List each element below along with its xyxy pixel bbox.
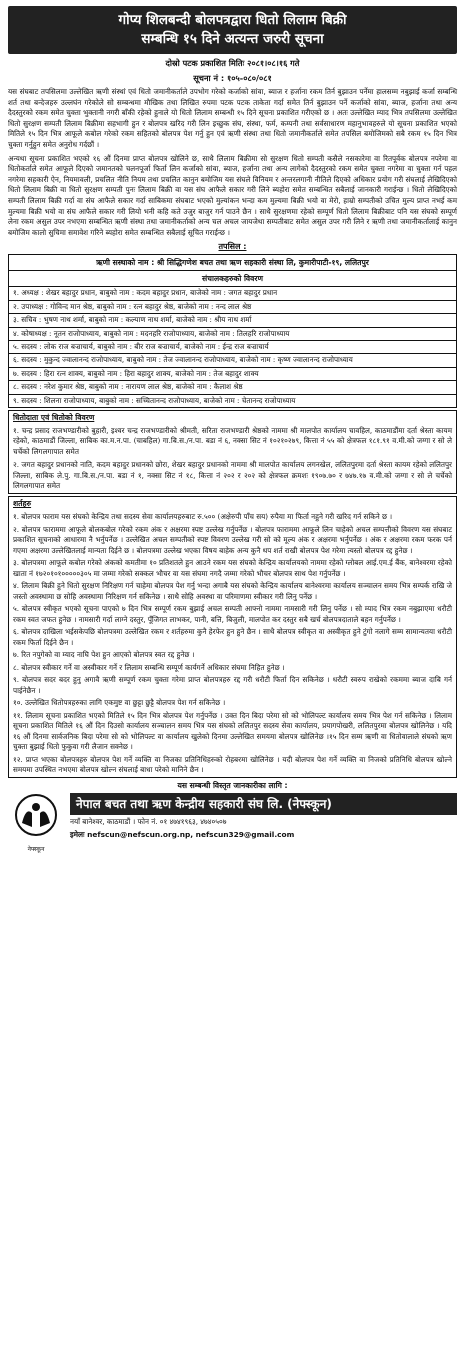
condition-item: ४. लिलाम बिक्री हुने धितो सुरक्षण निरिक्षण गर्न चाहेमा बोलपत्र पेश गर्नु भन्दा अगाबै यस संघको केन्द्रिय कार्यालय बानेश्वरमा कार्यालय सञ्चालन समय भित्र सम्पर्क राखि जे जस्तो अवस्थामा छ सोहि अवस्थामा निरिक्षण गर्न सकिनेछ । साथै सोहि अवस्था वा परिमाणमा स्वीकार गरी लिनु पर्नेछ । (13, 581, 452, 601)
nefscun-logo (8, 793, 64, 853)
condition-item: १. बोलपत्र फाराम यस संघको केन्द्रिय तथा सदस्य सेवा कार्यालयहरुबाट रु.५०० (अक्षेरुपी पाँच सय) रुपैया मा फिर्ता नहुने गरी खरिद गर्न सकिने छ । (13, 512, 393, 522)
logo-label: नेफ्स्कून (27, 845, 45, 853)
footer (8, 793, 457, 853)
collateral-item: २. जगत बहादुर प्रधानको नाति, कदम बहादुर प्रधानको छोरा, शेखर बहादुर प्रधानको नाममा श्री मालपोत कार्यालय लगनखेल, ललितपुरमा दर्ता श्रेस्ता कायम रहेको ललितपुर जिल्ला, साबिक ले.पु. गा.बि.स./न.पा. बडा नं १, नक्सा सिट नं १८, कित्ता नं २०२ र २०२ को क्षेत्रफल क्रमशः १९०७.७० र ७४७.१७ व.मी.को जग्गा र सो ले चर्चेको लिगलगापात समेत (13, 460, 452, 490)
condition-item: १२. प्राप्त भएका बोलपत्रहरु बोलपत्र पेश गर्ने व्यक्ति वा निजका प्रतिनिधिहरुको रोहबरमा खोलिनेछ । यदी बोलपत्र पेश गर्ने व्यक्ति वा निजको प्रतिनिधि बोलपत्र खोल्ने समयमा उपस्थित नभएमा बोलपत्र खोल्न संघलाई बाधा परेको मानिने छैन । (13, 754, 452, 775)
collateral-box (8, 410, 457, 494)
director-row: ६. सदस्य : मुकुन्द ज्वालानन्द राजोपाध्याय, बाबुको नाम : तेज ज्वालानन्द राजोपाध्याय, बाजेको नाम : कृष्ण ज्वालानन्द राजोपाध्याय (9, 354, 456, 367)
email-link[interactable]: nefscun@nefscun.org.np, nefscun329@gmail.com (87, 829, 295, 839)
director-row: ७. सदस्य : हिरा रत्न शाक्य, बाबुको नाम : हिरा बहादुर शाक्य, बाजेको नाम : तेज बहादुर शाक्य (9, 368, 456, 381)
conditions-box (8, 496, 457, 778)
director-row: ४. कोषाध्यक्ष : नूतन राजोपाध्याय, बाबुको नाम : मदनहरि राजोपाध्याय, बाजेको नाम : तिलहरि राजोपाध्याय (9, 328, 456, 341)
condition-item: ५. बोलपत्र स्वीकृत भएको सूचना पाएको ७ दिन भित्र सम्पूर्ण रकम बुझाई अचल सम्पती आफ्नो नाममा नामसारी गरी लिनु पर्नेछ । सो म्याद भित्र रकम नबुझाएमा धरौटी रकम स्वत जफत हुनेछ । नामसारी गर्दा लाग्ने दस्तुर, पूँजिगत लाभकर, पानी, बत्ति, बिजुली, मालपोत कर दस्तुर सबै खर्च बोलपत्रदाताले बहन गर्नुपर्नेछ । (13, 604, 452, 624)
footer-text (64, 793, 457, 840)
condition-item: ११. लिलाम सूचना प्रकाशित भएको मितिले १५ दिन भित्र बोलपत्र पेश गर्नुपर्नेछ । उक्त दिन बिदा परेमा सो को भोलिपल्ट कार्यालय समय भित्र पेश गर्न सकिनेछ । लिलाम सूचना प्रकाशित मितिले १६ औं दिन दिउसो कार्यालय सञ्चालन समय भित्र यस संघको ललितपुर सदस्य सेवा कार्यालय, प्रयागपोखरी, ललितपुरमा बोलपत्र खोलिनेछ । यदि १६ औं दिनमा सार्वजनिक बिदा परेमा सो को भोलिपल्ट वा कार्यालय खुलेको दिनमा उल्लेखित समयमा बोलपत्र खोलिनेछ ।१५ दिन सम्म ऋणी वा धितोवालाले संघको ऋण चुक्ता बुझाई धितो फुकुवा गरी लैजान सक्नेछ । (13, 710, 452, 752)
org-address: नयाँ बानेश्वर, काठमाडौं । फोन नं. ०१ ४७४१९६३, ४७४०५०७ (70, 816, 227, 826)
email-label: इमेलः (70, 829, 85, 839)
condition-item: १०. उल्लेखित धितोपत्रहरुका लागि एकमुष्ट वा छुट्टा छुट्टै बोलपत्र पेश गर्न सकिनेछ । (13, 698, 226, 708)
collateral-item: १. चन्द्र प्रसाद राजभण्डारीको बुहारी, इश्वर चन्द्र राजभण्डारीको श्रीमती, सरिता राजभण्डारी श्रेष्ठको नाममा श्री मालपोत कार्यालय चावहिल, काठमाडौंमा दर्ता श्रेस्ता कायम रहेको, काठमाडौं जिल्ला, साबिक का.म.न.पा. (चाबहिल) गा.बि.स./न.पा. बडा नं ६, नक्सा सिट नं १०२१०२७९, कित्ता नं ५५ को क्षेत्रफल १८१.९१ व.मी.को जग्गा र सो ले चर्चेको लिगलगापात समेत (13, 425, 452, 456)
title-line-1: गोप्य शिलबन्दी बोलपत्रद्वारा धितो लिलाम बिक्री (118, 12, 347, 28)
condition-item: ८. बोलपत्र स्वीकार गर्ने वा अस्वीकार गर्ने र लिलाम सम्बन्धि सम्पूर्ण कार्यगर्ने अधिकार संघमा निहित हुनेछ । (13, 662, 285, 672)
intro-paragraph: यस संघबाट तपसिलमा उल्लेखित ऋणी संस्थां एवं धितो जमानीकर्ताले उपभोग गरेको कर्जाको सांवा, ब्याज र हर्जाना रकम तिर्न बुझाउन पर्नेमा हालसम्म नबुझाई कर्जा सम्बन्धि शर्त तथा बन्देजहरु उल्लघंन गरेकोले सो सम्बन्धमा मौखिक तथा लिखित रुपमा पटक पटक ताकेता गर्दा समेत तिर्न बुझाउन पर्ने कर्जाको सांवा, ब्याज, हर्जाना तथा अन्य दैदस्तुरको रकम समेत चुक्ता भुक्तानी नगरी बाँकी रहेको हुनाले यो धितो लिलाम सम्बन्धी १५ दिने सूचना प्रकाशित गरीएको छ । अतः उल्लेखित म्याद भित्र तपसिलमा उल्लेखित धितो सुरक्षण सम्पती लिलाम बिक्रीमा सहभागी हुन र बोलपत्र खरिद गरी लिन इच्छुक संघ, संस्था, फर्म, कम्पनी तथा सर्वसाधारण महानुभावहरुले यो सूचना प्रकाशित भएको मितिले १५ दिन भित्र आफूले कबोल गरेको रकम सहितको बोलपत्र पेश गर्नु हुन एवं ऋणी संस्था तथा धितो जमानीकर्ताले समेत तपसिल बमोजिमको सबै रकम १५ दिन भित्र चुक्ता गर्नुहुन समेत अनुरोध गर्दछौं । (8, 87, 457, 149)
title-line-2: सम्बन्धि १५ दिने अत्यन्त जरुरी सूचना (141, 31, 324, 47)
more-info-label: यस सम्बन्धी विस्तृत जानकारीका लागि : (177, 780, 288, 790)
collateral-heading: धितोदाता एवं धितोको विवरण (13, 412, 95, 422)
notice-number: सूचना नं : १०५-०८०/०८१ (193, 73, 272, 83)
director-row: ९. सदस्य : शिलना राजोपाध्याय, बाबुको नाम : सच्चितानन्द राजोपाध्याय, बाजेको नाम : चेतानन्द राजोपाध्याय (13, 395, 296, 405)
borrower-box (8, 254, 457, 408)
director-row: ३. सचिव : भुषण नाथ शर्मा, बाबुको नाम : कल्याण नाथ शर्मा, बाजेको नाम : श्रीय नाथ शर्मा (9, 314, 456, 327)
borrower-name: ऋणी सस्थाको नाम : श्री सिद्धिगणेश बचत तथा ऋण सहकारी संस्था लि, कुमारीपाटी-१९, ललितपुर (9, 255, 456, 271)
director-row: १. अध्यक्ष : शेखर बहादुर प्रधान, बाबुको नाम : कदम बहादुर प्रधान, बाजेको नाम : जगत बहादुर प्रधान (9, 287, 456, 300)
hands-logo-icon (8, 793, 64, 841)
condition-item: २. बोलपत्र फाराममा आफूले बोलकबोल गरेको रकम अंक र अक्षरमा स्पष्ट उल्लेख गर्नुपर्नेछ । बोलपत्र फाराममा आफूले लिन चाहेको अचल सम्पत्तीको विवरण यस संघबाट प्रकाशित सूचनाको आधारमा नै भर्नुपर्नेछ । उल्लेखित अचल सम्पतीको स्पष्ट विवरण उल्लेख गरी सो को मूल्य अंक र अक्षरमा भर्नुपर्नेछ । अंक र अक्षरमा रकम फरक पर्न गएमा अक्षरमा उल्लेखितलाई मान्यता दिईने छ । बोलपत्रमा उल्लेख भएका विषय बाहेक अन्य कुनै थप शर्त राखी बोलपत्र पेश गरेमा त्यस्तो बोलपत्र रद्द हुनेछ । (13, 524, 452, 555)
tapasil-heading: तपसिल : (218, 242, 247, 252)
condition-item: ३. बोलपत्रमा आफूले कबोल गरेको अंककाे कमतीमा १० प्रतिशतले हुन आउने रकम यस संघको केन्द्रिय कार्यालयको नाममा रहेको ग्लोबल आई.एम.ई बैंक, बानेश्वरमा रहेको खाता नं १७२०१०१०००००३०५ मा जम्मा गरेको सक्कल भौचर वा यस संघमा नगदै जम्मा गरेको भौचर बोलपत्र साथ पेश गर्नुपर्नेछ । (13, 558, 452, 578)
intro-paragraph: अन्यथा सूचना प्रकाशित भएको १६ औं दिनमा प्राप्त बोलपत्र खोलिने छ, साथै लिलाम बिक्रीमा सो सुरक्षण धितो सम्पती कसैले नसकारेमा वा रितपूर्वक बोलपत्र नपरेमा वा धितोकर्ताले समेत आफूले दिएको जमानतको चलनपूर्जा फिर्ता लिन कर्जाको सांवा, ब्याज, हर्जाना तथा अन्य लागेको दैदस्तुरको रकम समेत चुक्ता नगरेमा वा चुक्ता गर्न पहल नगरेमा सहकारी ऐन, नियमावली, प्रचलित नीति नियम तथा प्रचलित कानुन बमोजिम यस संघले विनियम र अन्तरलगानी नीतिले दिएको अधिकार प्रयोग गरी संघलाई लेखिदिएको धितो लिलाम बिक्री वा धितो सुरक्षण सम्पती पुनः लिलाम बिक्री वा यस संघ आफैले सकार गरी लिने ब्यहोरा समेत सम्बन्धित सबैलाई जानकारी गराईन्छ । धितो लेखिदिएको सम्पती लिलाम बिक्री गर्दा वा संघ आफैले सकार गर्दा साबिकमा संघबाट भएको मुल्यांकन भन्दा कम मुल्यमा बिक्री भयो वा मेरो, हाम्रो सम्पतीको उचित मुल्य प्राप्त नभई कम मुल्यमा बिक्री भयो वा संघ आफैले सकार गरी लियो भनी कहि कते उजुर बाजुर गर्न पाउने छैन । साथै सुरक्षणमा रहेको सम्पूर्ण धितो लिलाम बिक्रीबाट पनि यस संघको सम्पूर्ण लेना रकम असुल उपर नभएमा सम्बन्धित ऋणी संस्था तथा जमानीकर्ताको अन्य चल अचल जायजेथा सम्पतीबाट समेत असुल उपर गरी लिने र ऋणी तथा जमानीकर्तालाई कानुन बमोजिम कालो सुचिमा समावेश गरिने ब्यहोरा समेत सम्बन्धित सबैलाई सूचित गराईन्छ । (8, 153, 457, 237)
org-email (70, 830, 457, 840)
condition-item: ७. रित नपुगेको वा म्याद नाघि पेश हुन आएको बोलपत्र स्वत रद्द हुनेछ । (13, 650, 195, 660)
director-row: २. उपाध्यक्ष : गोविन्द मान श्रेष्ठ, बाबुको नाम : रत्न बहादुर श्रेष्ठ, बाजेको नाम : नन्द लाल श्रेष्ठ (9, 301, 456, 314)
directors-heading: संचालकहरुको विवरण (9, 271, 456, 287)
condition-item: ६. बोलपत्र दाखिला भईसकेपछि बोलपत्रमा उल्लेखित रकम र शर्तहरुमा कुनै हेरफेर हुन हुने छैन । साथै बोलपत्र स्वीकृत वा अस्वीकृत हुने टुंगो नलागे सम्म सामान्यतया धरौटी रकम फिर्ता दिईने छैन । (13, 627, 452, 647)
notice-title-banner (8, 6, 457, 54)
director-row: ८. सदस्य : नरेश कुमार श्रेष्ठ, बाबुको नाम : नारायण लाल श्रेष्ठ, बाजेको नाम : कैलाश श्रेष्ठ (9, 381, 456, 394)
director-row: ५. सदस्य : लोक राज बज्राचार्य, बाबुको नाम : बीर राज बज्राचार्य, बाजेको नाम : ईन्द्र राज बज्राचार्य (9, 341, 456, 354)
condition-item: ९. बोलपत्र सदर बदर हुनु अगावै ऋणी सम्पूर्ण रकम चुक्ता गरेमा प्राप्त बोलपत्रहरु रद्द गरी धरौटी फिर्ता दिन सकिनेछ । धरौटी स्वरुप राखेको रकममा ब्याज दाबि गर्न पाईनेछैन । (13, 675, 452, 695)
conditions-heading: शर्तहरु (13, 499, 32, 509)
org-name: नेपाल बचत तथा ऋण केन्द्रीय सहकारी संघ लि. (नेफ्स्कून) (70, 793, 457, 815)
publish-date: दोस्रो पटक प्रकाशित मितिः २०८१।०८।१६ गते (165, 58, 300, 68)
